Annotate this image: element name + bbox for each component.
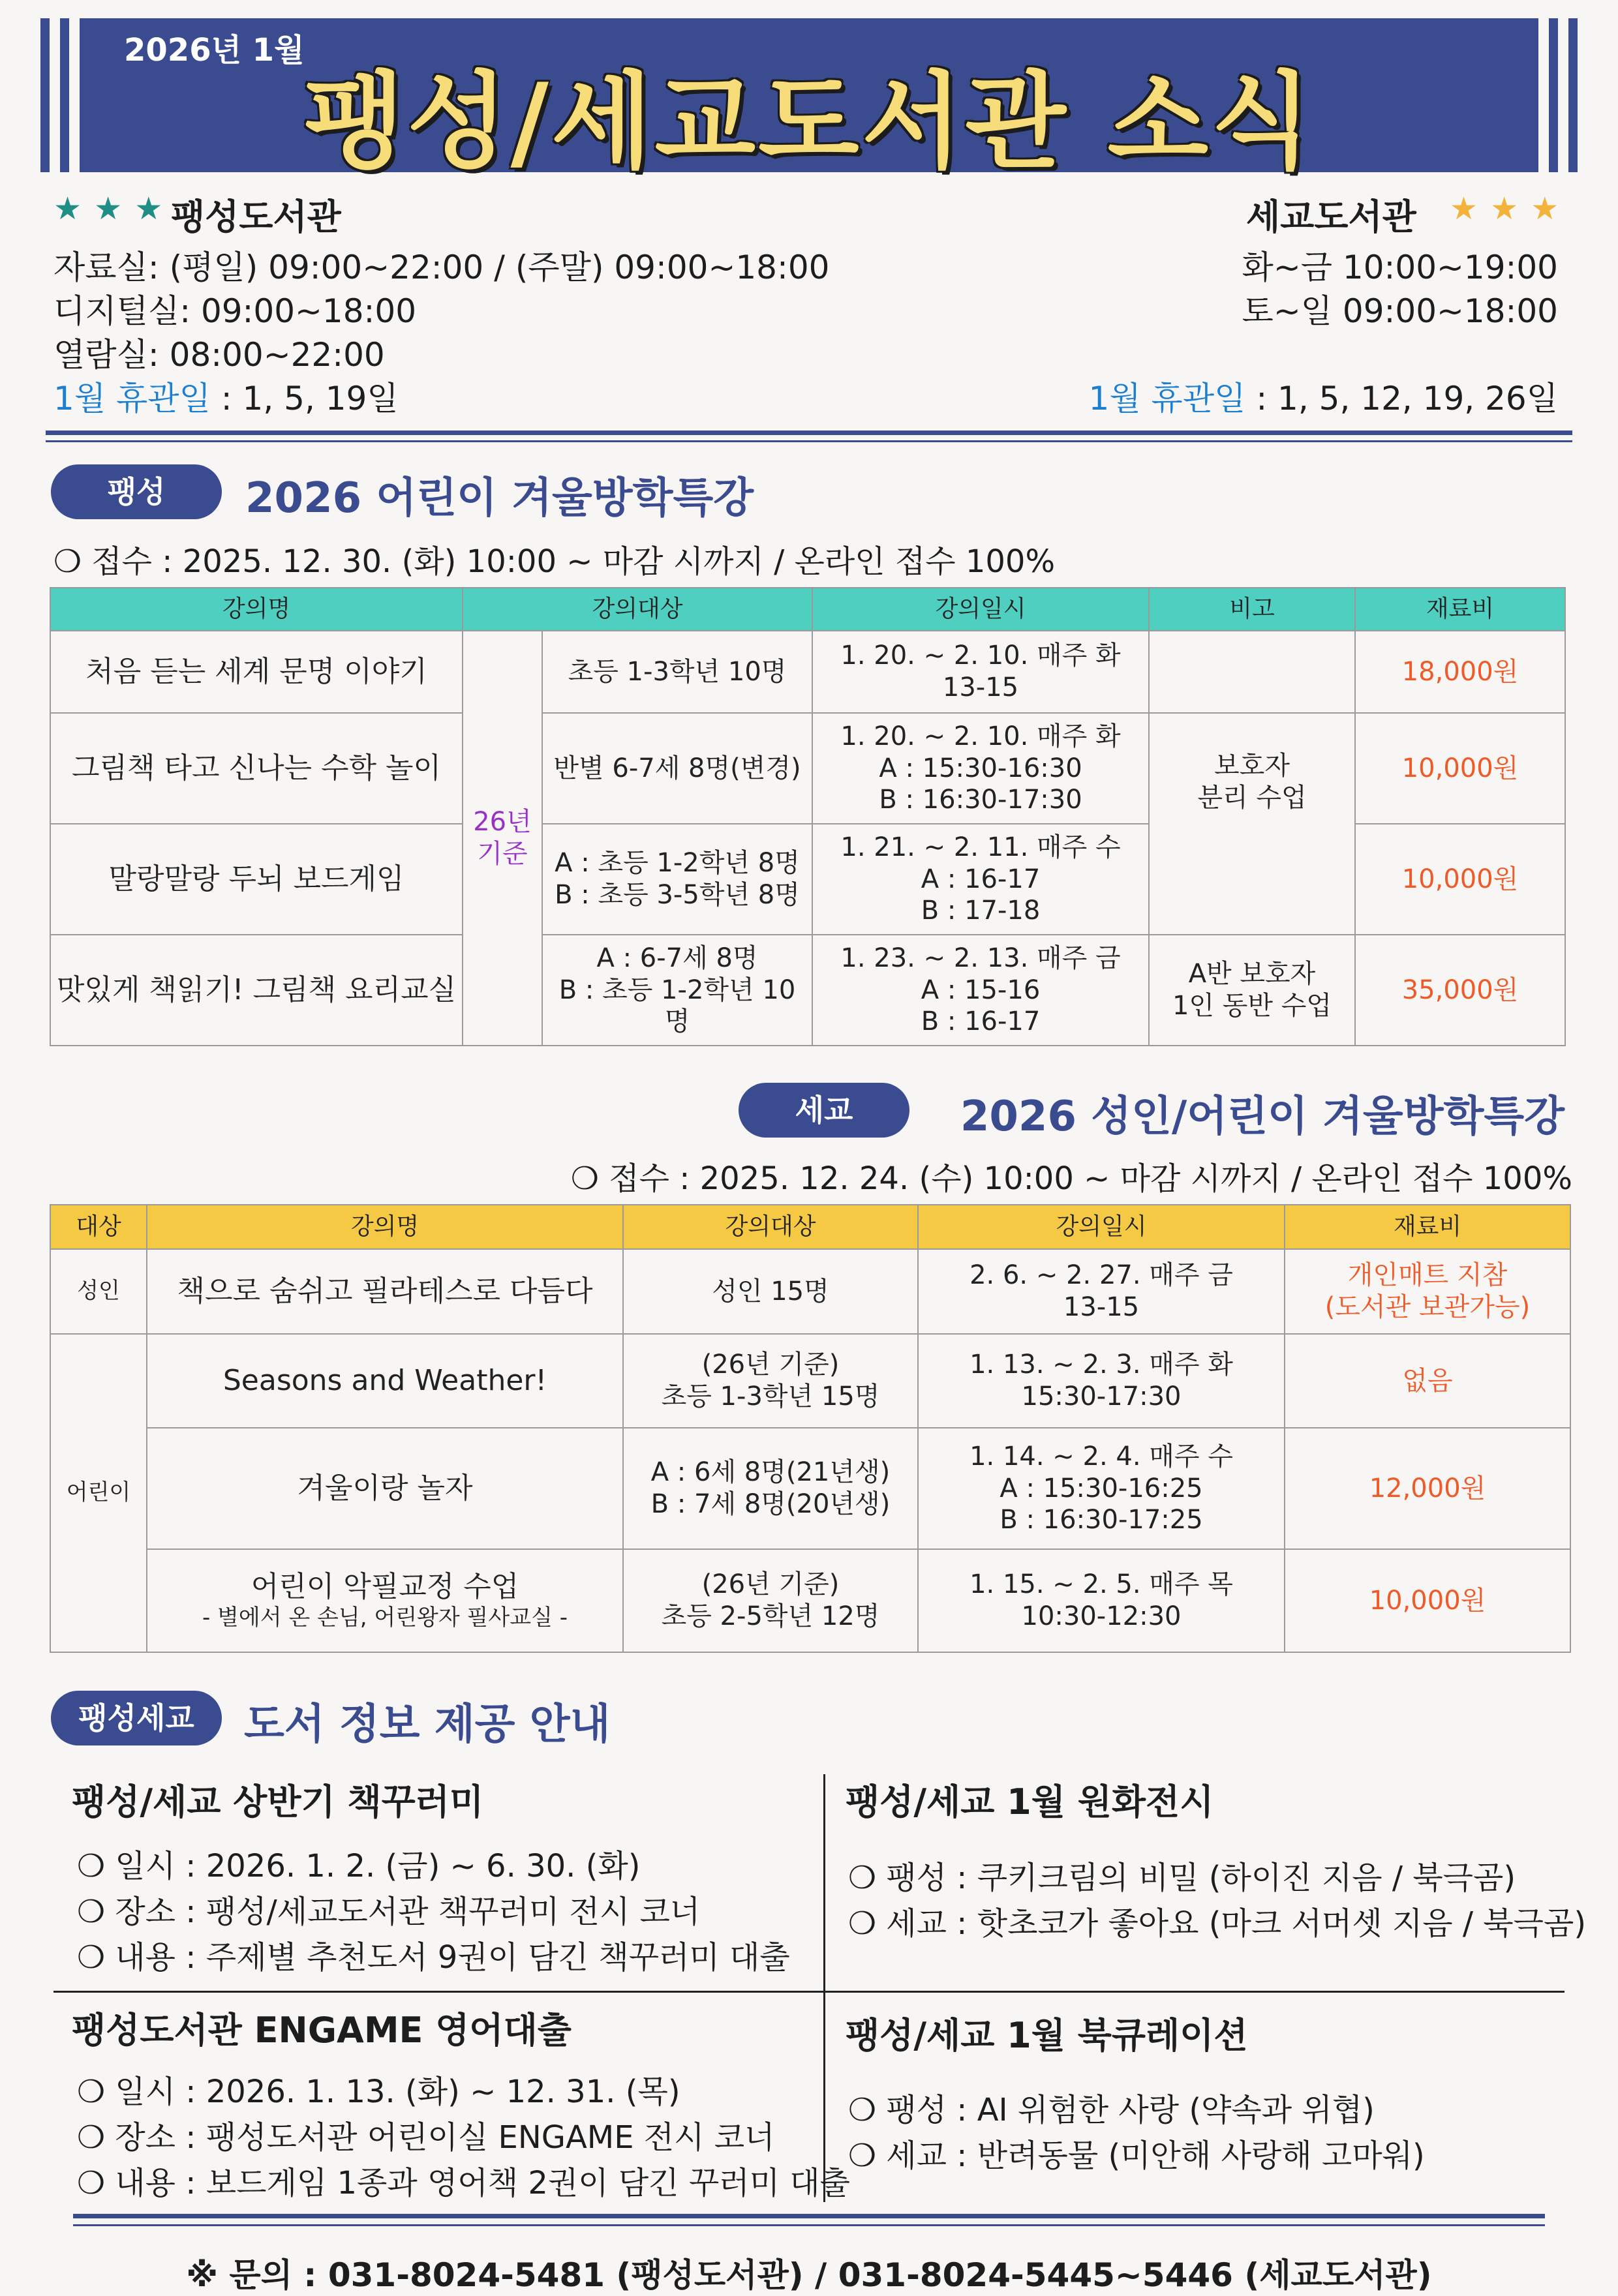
pyeongseong-library-name: 팽성도서관 — [171, 196, 341, 237]
schedule-line: A : 15:30-16:25 — [1000, 1473, 1203, 1503]
target-line: A : 6세 8명(21년생) — [650, 1457, 891, 1488]
star-icon: ★ — [1490, 190, 1519, 227]
program-target: 반별 6-7세 8명(변경) — [542, 713, 812, 824]
info-box-line: ❍ 세교 : 핫초코가 좋아요 (마크 서머셋 지음 / 북극곰) — [848, 1905, 1587, 1942]
box-divider-vertical — [823, 1774, 825, 2202]
info-box-title: 팽성/세교 상반기 책꾸러미 — [72, 1781, 484, 1822]
target-line: B : 초등 3-5학년 8명 — [555, 880, 800, 910]
program-note — [1149, 631, 1355, 713]
info-box-line: ❍ 팽성 : AI 위험한 사랑 (약속과 위협) — [848, 2092, 1375, 2128]
target-line: B : 7세 8명(20년생) — [650, 1489, 891, 1519]
program-fee: 35,000원 — [1355, 935, 1565, 1046]
program-name: 겨울이랑 놀자 — [147, 1428, 623, 1549]
table-row — [50, 1549, 1570, 1652]
divider — [46, 440, 1572, 442]
program-name: 맛있게 책읽기! 그림책 요리교실 — [50, 935, 463, 1046]
star-icon: ★ — [1531, 190, 1559, 227]
col-header: 대상 — [50, 1205, 147, 1249]
section-pill-both: 팽성세교 — [51, 1691, 222, 1745]
divider — [73, 2214, 1545, 2218]
table-row — [50, 1428, 1570, 1549]
program-target — [623, 1334, 918, 1428]
schedule-line: A : 15-16 — [921, 974, 1041, 1005]
target-line: 초등 1-3학년 15명 — [661, 1382, 880, 1412]
table-row — [50, 713, 1565, 824]
program-fee — [1285, 1249, 1570, 1334]
schedule-line: A : 15:30-16:30 — [879, 753, 1082, 783]
schedule-line: 1. 23. ~ 2. 13. 매주 금 — [840, 943, 1121, 973]
program-schedule — [918, 1549, 1285, 1652]
schedule-line: 1. 20. ~ 2. 10. 매주 화 — [840, 721, 1121, 751]
section-pill-pyeongseong: 팽성 — [51, 464, 222, 519]
schedule-line: B : 17-18 — [921, 896, 1041, 926]
table-header-row — [50, 588, 1565, 631]
schedule-line: 10:30-12:30 — [1021, 1601, 1182, 1631]
issue-date: 2026년 1월 — [124, 32, 305, 68]
col-header: 강의명 — [147, 1205, 623, 1249]
closed-days-value: : 1, 5, 19일 — [210, 380, 399, 417]
star-icon: ★ — [1450, 190, 1478, 227]
program-note — [1149, 935, 1355, 1046]
program-fee: 18,000원 — [1355, 631, 1565, 713]
page-title: 팽성/세교도서관 소식 — [303, 61, 1315, 183]
program-schedule — [812, 935, 1149, 1046]
table-row — [50, 824, 1565, 935]
info-box-title: 팽성/세교 1월 원화전시 — [846, 1781, 1214, 1822]
col-header: 강의일시 — [812, 588, 1149, 631]
target-line: A : 6-7세 8명 — [596, 943, 758, 973]
star-icon: ★ — [53, 190, 82, 227]
target-line: (26년 기준) — [701, 1569, 840, 1600]
audience-label: 성인 — [50, 1249, 147, 1334]
target-line: A : 초등 1-2학년 8명 — [555, 848, 800, 879]
registration-info: ❍ 접수 : 2025. 12. 30. (화) 10:00 ~ 마감 시까지 / 온라인 접수 100% — [53, 543, 1056, 580]
col-header: 강의대상 — [463, 588, 812, 631]
note-line: 보호자 — [1214, 750, 1290, 781]
program-target — [542, 935, 812, 1046]
info-box-line: ❍ 내용 : 주제별 추천도서 9권이 담긴 책꾸러미 대출 — [77, 1939, 790, 1976]
schedule-line: 2. 6. ~ 2. 27. 매주 금 — [969, 1260, 1233, 1291]
star-icon: ★ — [94, 190, 123, 227]
schedule-line: B : 16:30-17:30 — [879, 785, 1082, 815]
program-schedule — [918, 1334, 1285, 1428]
schedule-line: 13-15 — [942, 672, 1019, 702]
program-note — [1149, 824, 1355, 935]
info-box-line: ❍ 장소 : 팽성/세교도서관 책꾸러미 전시 코너 — [77, 1894, 701, 1930]
audience-label: 어린이 — [50, 1334, 147, 1652]
program-fee: 10,000원 — [1355, 713, 1565, 824]
age-basis — [463, 631, 542, 1046]
note-line: 분리 수업 — [1197, 782, 1307, 813]
section-title: 도서 정보 제공 안내 — [244, 1700, 611, 1749]
info-box-line: ❍ 장소 : 팽성도서관 어린이실 ENGAME 전시 코너 — [77, 2119, 775, 2156]
pyeongseong-program-table — [50, 587, 1566, 1046]
col-header: 강의명 — [50, 588, 463, 631]
col-header: 비고 — [1149, 588, 1355, 631]
segyo-stars — [1450, 190, 1559, 227]
note-line: 1인 동반 수업 — [1172, 991, 1332, 1021]
age-basis-line: 26년 — [473, 807, 532, 838]
fee-line: 개인매트 지참 — [1347, 1260, 1508, 1291]
program-note — [1149, 713, 1355, 824]
col-header: 강의대상 — [623, 1205, 918, 1249]
info-box-title: 팽성/세교 1월 북큐레이션 — [846, 2015, 1248, 2056]
target-line: B : 초등 1-2학년 10명 — [558, 974, 796, 1037]
program-name: 책으로 숨쉬고 필라테스로 다듬다 — [147, 1249, 623, 1334]
segyo-hours-line: 화~금 10:00~19:00 — [1242, 249, 1558, 286]
divider — [73, 2224, 1545, 2226]
program-target: 초등 1-3학년 10명 — [542, 631, 812, 713]
segyo-library-name: 세교도서관 — [1246, 196, 1416, 237]
target-line: 초등 2-5학년 12명 — [661, 1601, 880, 1631]
program-schedule — [812, 631, 1149, 713]
section-title: 2026 성인/어린이 겨울방학특강 — [960, 1093, 1565, 1141]
note-line: A반 보호자 — [1188, 959, 1316, 989]
schedule-line: B : 16-17 — [921, 1006, 1041, 1037]
program-name-cell — [147, 1549, 623, 1652]
col-header: 재료비 — [1285, 1205, 1570, 1249]
closed-label: 1월 휴관일 — [1088, 380, 1246, 417]
schedule-line: 1. 20. ~ 2. 10. 매주 화 — [840, 641, 1121, 671]
schedule-line: 1. 21. ~ 2. 11. 매주 수 — [840, 832, 1121, 862]
table-row — [50, 1334, 1570, 1428]
program-schedule — [918, 1428, 1285, 1549]
program-target — [542, 824, 812, 935]
segyo-program-table — [50, 1204, 1571, 1653]
age-basis-line: 기준 — [477, 839, 528, 869]
table-row — [50, 935, 1565, 1046]
program-target — [623, 1549, 918, 1652]
program-name: Seasons and Weather! — [147, 1334, 623, 1428]
schedule-line: 15:30-17:30 — [1021, 1382, 1182, 1412]
info-box-line: ❍ 일시 : 2026. 1. 13. (화) ~ 12. 31. (목) — [77, 2074, 680, 2110]
program-name: 말랑말랑 두뇌 보드게임 — [50, 824, 463, 935]
program-schedule — [812, 824, 1149, 935]
info-box-title: 팽성도서관 ENGAME 영어대출 — [72, 2010, 572, 2051]
schedule-line: 1. 15. ~ 2. 5. 매주 목 — [969, 1569, 1233, 1600]
program-schedule — [918, 1249, 1285, 1334]
program-fee: 10,000원 — [1355, 824, 1565, 935]
section-pill-segyo: 세교 — [739, 1083, 909, 1138]
section-title: 2026 어린이 겨울방학특강 — [245, 474, 754, 522]
star-icon: ★ — [134, 190, 163, 227]
segyo-hours-line: 토~일 09:00~18:00 — [1242, 292, 1558, 330]
program-target — [623, 1428, 918, 1549]
program-fee: 없음 — [1285, 1334, 1570, 1428]
table-row — [50, 631, 1565, 713]
fee-line: (도서관 보관가능) — [1324, 1292, 1531, 1322]
registration-info: ❍ 접수 : 2025. 12. 24. (수) 10:00 ~ 마감 시까지 / 온라인 접수 100% — [570, 1160, 1572, 1197]
program-subtitle: - 별에서 온 손님, 어린왕자 필사교실 - — [202, 1605, 568, 1631]
program-fee: 12,000원 — [1285, 1428, 1570, 1549]
schedule-line: 1. 13. ~ 2. 3. 매주 화 — [969, 1350, 1233, 1380]
schedule-line: 1. 14. ~ 2. 4. 매주 수 — [969, 1441, 1233, 1472]
contact-info: ※ 문의 : 031-8024-5481 (팽성도서관) / 031-8024-5445~5446 (세교도서관) — [186, 2256, 1432, 2294]
segyo-closed-days — [1089, 372, 1558, 419]
info-box-line: ❍ 팽성 : 쿠키크림의 비밀 (하이진 지음 / 북극곰) — [848, 1860, 1516, 1896]
col-header: 재료비 — [1355, 588, 1565, 631]
closed-label: 1월 휴관일 — [53, 380, 211, 417]
schedule-line: A : 16-17 — [921, 864, 1041, 894]
pyeongseong-stars — [53, 190, 163, 227]
program-schedule — [812, 713, 1149, 824]
box-divider-horizontal — [53, 1991, 1565, 1993]
divider — [46, 430, 1572, 435]
pyeongseong-hours-line: 열람실: 08:00~22:00 — [53, 336, 385, 374]
table-row — [50, 1249, 1570, 1334]
program-name: 어린이 악필교정 수업 — [251, 1570, 519, 1604]
schedule-line: 13-15 — [1063, 1292, 1140, 1322]
info-box-line: ❍ 세교 : 반려동물 (미안해 사랑해 고마워) — [848, 2137, 1425, 2174]
program-fee: 10,000원 — [1285, 1549, 1570, 1652]
table-header-row — [50, 1205, 1570, 1249]
target-line: (26년 기준) — [701, 1350, 840, 1380]
program-name: 그림책 타고 신나는 수학 놀이 — [50, 713, 463, 824]
pyeongseong-closed-days — [53, 372, 399, 419]
schedule-line: B : 16:30-17:25 — [1000, 1505, 1203, 1535]
program-name: 처음 듣는 세계 문명 이야기 — [50, 631, 463, 713]
program-target: 성인 15명 — [623, 1249, 918, 1334]
col-header: 강의일시 — [918, 1205, 1285, 1249]
pyeongseong-hours-line: 자료실: (평일) 09:00~22:00 / (주말) 09:00~18:00 — [53, 249, 830, 286]
pyeongseong-hours-line: 디지털실: 09:00~18:00 — [53, 292, 417, 330]
closed-days-value: : 1, 5, 12, 19, 26일 — [1245, 380, 1558, 417]
info-box-line: ❍ 일시 : 2026. 1. 2. (금) ~ 6. 30. (화) — [77, 1848, 641, 1884]
info-box-line: ❍ 내용 : 보드게임 1종과 영어책 2권이 담긴 꾸러미 대출 — [77, 2165, 850, 2201]
